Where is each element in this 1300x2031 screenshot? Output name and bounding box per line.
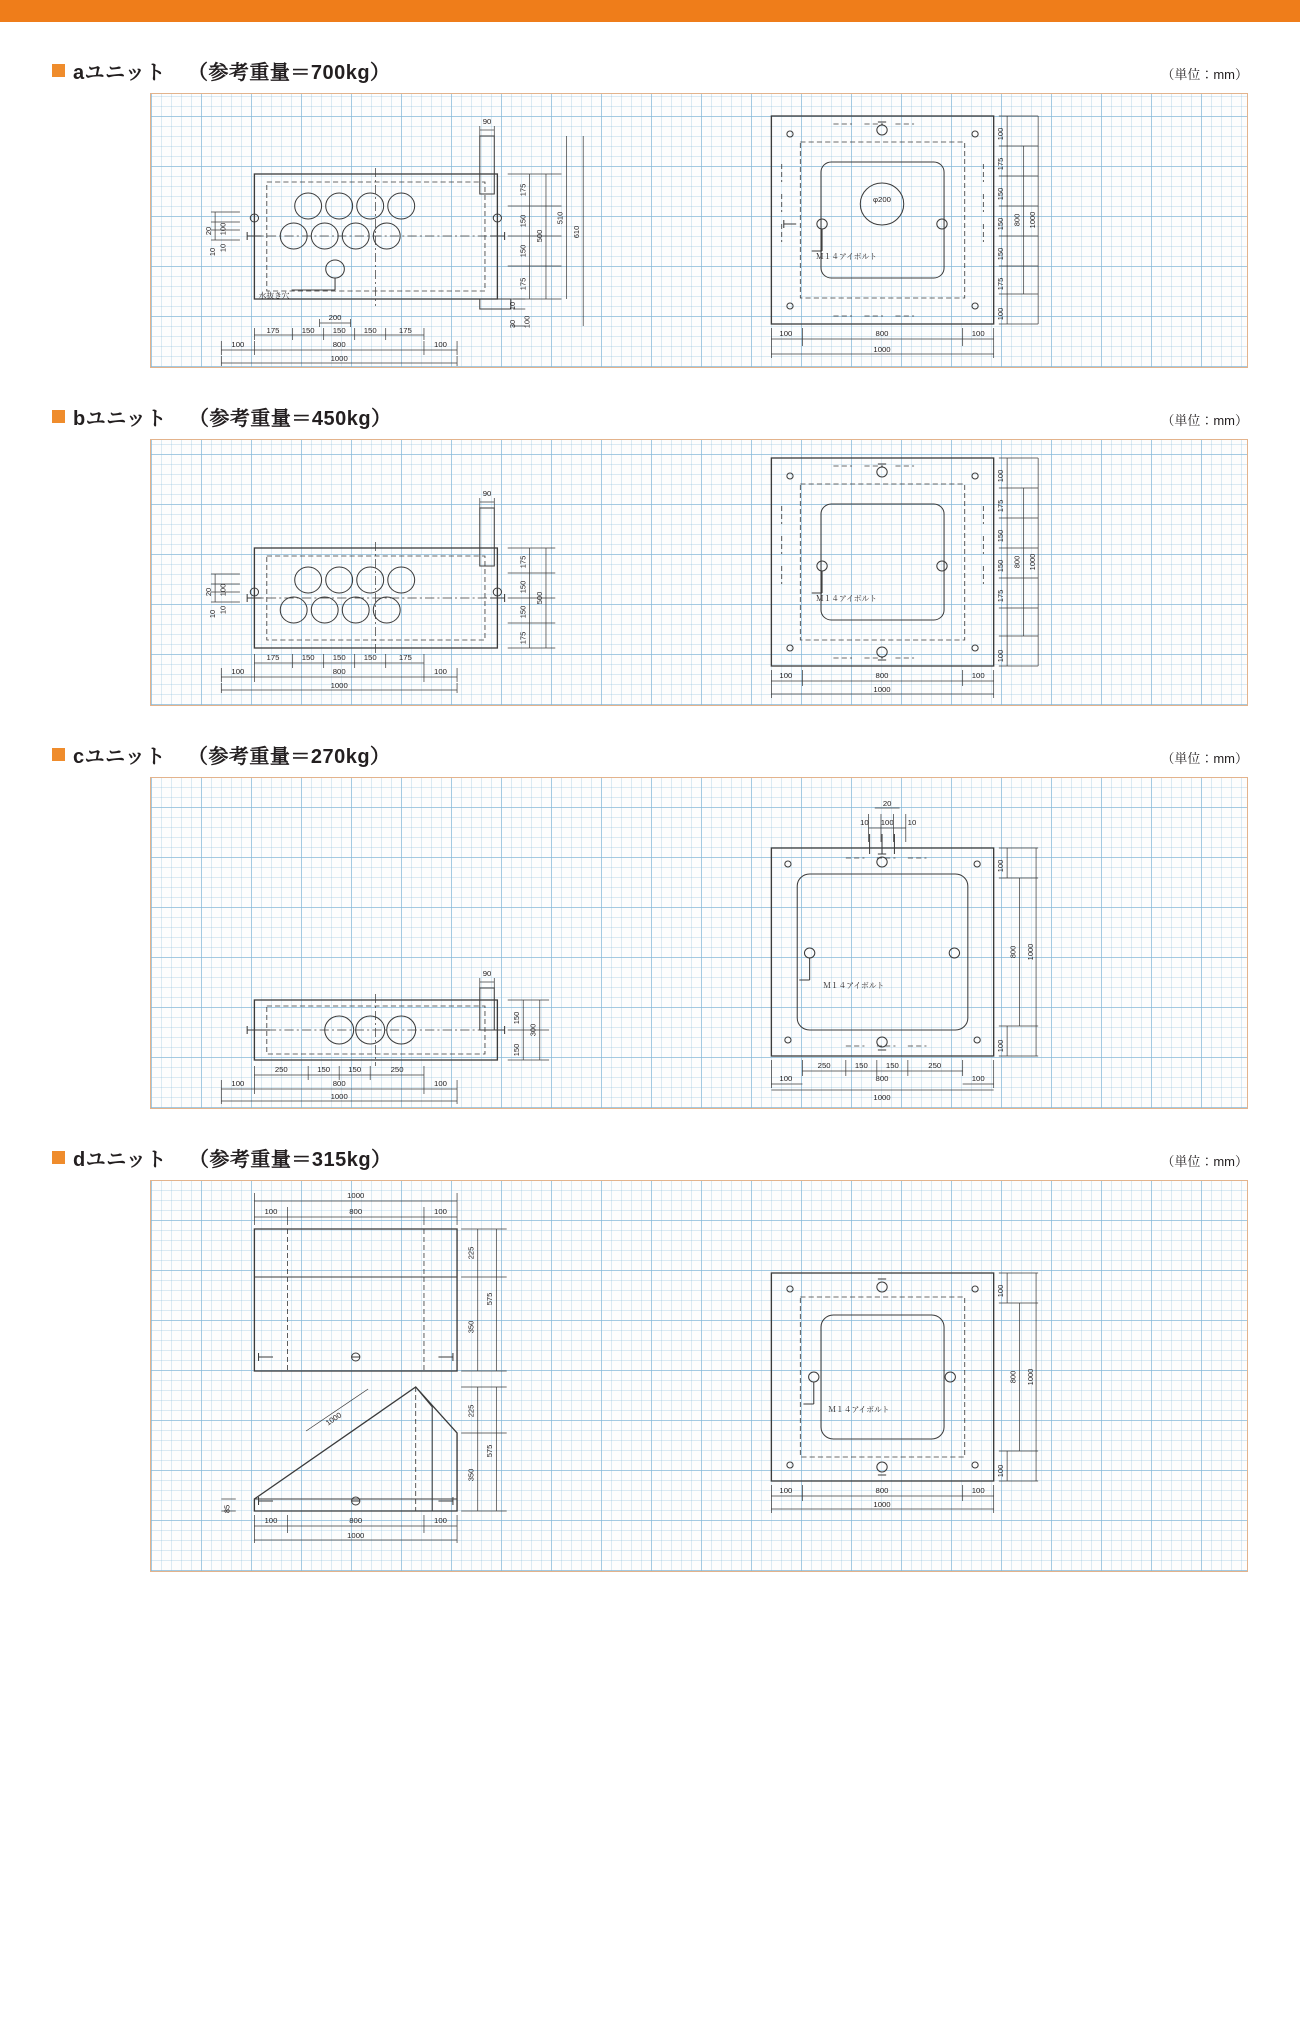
dim-150-b-1: 150 [518, 580, 528, 594]
unit-name-b: bユニット [73, 408, 167, 430]
dim-100-c-p2: 100 [995, 1039, 1006, 1053]
dim-175-b-2: 175 [518, 631, 528, 645]
dim-100-d-pb1: 100 [779, 1486, 793, 1495]
dim-150-c-p2: 150 [885, 1061, 899, 1070]
dim-1000-b: 1000 [330, 681, 348, 690]
dim-200-a: 200 [328, 313, 342, 322]
unit-header-a [40, 56, 1260, 85]
dim-100-c-pb1: 100 [779, 1074, 793, 1083]
unit-block-a [40, 56, 1260, 368]
drawing-a [150, 93, 1248, 368]
dim-575-d-2: 575 [485, 1444, 495, 1458]
dim-800-a-p: 800 [1012, 213, 1022, 227]
dim-800-d-p: 800 [1008, 1370, 1018, 1384]
dim-150-a-1: 150 [518, 214, 528, 228]
dim-100-b-p1: 100 [995, 469, 1006, 483]
dim-100-d-pb2: 100 [971, 1486, 985, 1495]
dim-250-c-p1: 250 [817, 1061, 831, 1070]
dim-100-b-left: 100 [231, 667, 245, 676]
dim-100-c-right: 100 [434, 1079, 447, 1088]
label-hole-dia-a: φ200 [873, 195, 891, 204]
dim-225-d-1: 225 [466, 1246, 476, 1260]
unit-weight-a: （参考重量＝700kg） [187, 62, 391, 84]
unit-title-a [52, 56, 391, 85]
drawing-d [150, 1180, 1248, 1572]
dim-150-a-5: 150 [363, 326, 377, 335]
dim-100-a-left: 100 [231, 340, 245, 349]
dim-250-c-2: 250 [390, 1065, 404, 1074]
unit-block-c [40, 740, 1260, 1109]
dim-150-b-p1: 150 [995, 529, 1006, 543]
dim-1000-d-pb: 1000 [873, 1500, 891, 1509]
dim-100-c-p1: 100 [995, 859, 1006, 873]
drawing-c-svg [151, 778, 1247, 1108]
dim-10-b-1: 10 [218, 605, 228, 615]
dim-150-a-3: 150 [301, 326, 315, 335]
dim-100-b: 100 [218, 583, 228, 597]
label-eyebolt-b: Ｍ１４アイボルト [815, 594, 878, 603]
drawing-b-svg [151, 440, 1247, 705]
dim-100-b-pb2: 100 [971, 671, 985, 680]
dim-800-a: 800 [332, 340, 346, 349]
dim-175-b-p1: 175 [995, 499, 1006, 513]
dim-100-d-p1: 100 [995, 1284, 1006, 1298]
dim-800-c: 800 [332, 1079, 346, 1088]
dim-1000-d-t: 1000 [347, 1191, 365, 1200]
dim-10-c-1: 10 [860, 818, 869, 827]
dim-150-c-p1: 150 [854, 1061, 868, 1070]
unit-note-a: （単位：mm） [1161, 67, 1248, 82]
unit-weight-b: （参考重量＝450kg） [188, 408, 392, 430]
dim-1000-a-p: 1000 [1027, 211, 1038, 229]
dim-90-b: 90 [482, 489, 492, 498]
dim-300-c: 300 [528, 1023, 538, 1037]
dim-175-b-3: 175 [266, 653, 280, 662]
unit-header-d [40, 1143, 1260, 1172]
dim-800-c-pb: 800 [875, 1074, 889, 1083]
dim-100-a-right: 100 [434, 340, 447, 349]
dim-90-a: 90 [482, 117, 492, 126]
dim-20-a: 20 [203, 226, 214, 236]
dim-800-b: 800 [332, 667, 346, 676]
dim-175-b-4: 175 [398, 653, 412, 662]
dim-100-b-p2: 100 [995, 649, 1006, 663]
dim-100-d-p2: 100 [995, 1464, 1006, 1478]
dim-20-b: 20 [203, 587, 214, 597]
dim-510-a: 510 [555, 211, 565, 225]
dim-150-a-p1: 150 [995, 187, 1006, 201]
dim-1000-c-p: 1000 [1025, 943, 1036, 961]
unit-title-d [52, 1143, 392, 1172]
dim-100-d-b1: 100 [264, 1516, 278, 1525]
dim-150-b-5: 150 [363, 653, 377, 662]
dim-100-a-pb2: 100 [971, 329, 985, 338]
dim-150-b-4: 150 [332, 653, 346, 662]
unit-weight-d: （参考重量＝315kg） [188, 1149, 392, 1171]
drawing-d-svg [151, 1181, 1247, 1571]
dim-150-a-p3: 150 [995, 247, 1006, 261]
unit-header-b [40, 402, 1260, 431]
dim-1000-b-pb: 1000 [873, 685, 891, 694]
page-content [0, 56, 1300, 1612]
dim-175-a-p2: 175 [995, 277, 1006, 291]
dim-85-d: 85 [222, 1504, 232, 1514]
dim-100-a: 100 [218, 222, 228, 236]
dim-10-c-2: 10 [907, 818, 917, 827]
dim-30-a: 30 [507, 319, 517, 329]
dim-10-b-2: 10 [207, 609, 218, 619]
dim-150-a-p2: 150 [995, 217, 1006, 231]
dim-100-a-2: 100 [522, 315, 532, 329]
unit-note-b: （単位：mm） [1161, 413, 1248, 428]
label-eyebolt-c: Ｍ１４アイボルト [823, 981, 885, 990]
drawing-a-svg [151, 94, 1247, 367]
dim-10-a-1: 10 [218, 243, 228, 253]
dim-350-d-2: 350 [466, 1468, 476, 1482]
dim-100-c-p: 100 [880, 818, 894, 827]
dim-800-a-pb: 800 [875, 329, 889, 338]
dim-800-d-pb: 800 [875, 1486, 889, 1495]
dim-175-a-2: 175 [518, 277, 528, 291]
dim-150-b-2: 150 [518, 605, 528, 619]
dim-800-b-p: 800 [1012, 555, 1022, 569]
dim-1000-a-pb: 1000 [873, 345, 891, 354]
dim-slope-1000-d: 1000 [323, 1410, 344, 1428]
dim-575-d-1: 575 [485, 1292, 495, 1306]
dim-10-a-2: 10 [207, 247, 218, 257]
dim-10-a-3: 10 [507, 301, 517, 311]
dim-1000-c: 1000 [330, 1092, 348, 1101]
dim-100-b-right: 100 [434, 667, 447, 676]
unit-block-d [40, 1143, 1260, 1572]
bullet-square-icon [52, 64, 65, 77]
dim-1000-d-p: 1000 [1025, 1368, 1036, 1386]
dim-150-c-3: 150 [317, 1065, 331, 1074]
bullet-square-icon [52, 410, 65, 423]
dim-175-a-1: 175 [518, 183, 528, 197]
dim-100-a-p1: 100 [995, 127, 1006, 141]
top-accent-bar [0, 0, 1300, 22]
dim-100-d-t1: 100 [264, 1207, 278, 1216]
unit-title-c [52, 740, 391, 769]
unit-header-c [40, 740, 1260, 769]
bullet-square-icon [52, 1151, 65, 1164]
dim-175-b-1: 175 [518, 555, 528, 569]
unit-note-d: （単位：mm） [1161, 1154, 1248, 1169]
dim-350-d-1: 350 [466, 1320, 476, 1334]
bullet-square-icon [52, 748, 65, 761]
label-eyebolt-d: Ｍ１４アイボルト [828, 1405, 890, 1414]
dim-175-a-4: 175 [398, 326, 412, 335]
dim-800-b-pb: 800 [875, 671, 889, 680]
dim-1000-a: 1000 [330, 354, 348, 363]
dim-250-c-1: 250 [274, 1065, 288, 1074]
dim-175-a-3: 175 [266, 326, 280, 335]
dim-100-a-p2: 100 [995, 307, 1006, 321]
unit-name-d: dユニット [73, 1149, 167, 1171]
dim-100-d-t2: 100 [434, 1207, 447, 1216]
dim-100-a-pb1: 100 [779, 329, 793, 338]
unit-name-a: aユニット [73, 62, 166, 84]
label-eyebolt-a: Ｍ１４アイボルト [815, 252, 878, 261]
dim-150-a-4: 150 [332, 326, 346, 335]
dim-610-a: 610 [571, 225, 582, 239]
dim-800-c-p: 800 [1008, 945, 1018, 959]
unit-note-c: （単位：mm） [1161, 751, 1248, 766]
unit-weight-c: （参考重量＝270kg） [187, 746, 391, 768]
unit-title-b [52, 402, 392, 431]
dim-100-c-left: 100 [231, 1079, 245, 1088]
dim-175-a-p1: 175 [995, 157, 1006, 171]
dim-150-c-2: 150 [511, 1043, 522, 1057]
dim-90-c: 90 [482, 969, 492, 978]
dim-500-b: 500 [534, 591, 544, 605]
dim-175-b-p2: 175 [995, 589, 1006, 603]
drawing-c [150, 777, 1248, 1109]
dim-150-c-1: 150 [511, 1011, 522, 1025]
dim-100-b-pb1: 100 [779, 671, 793, 680]
dim-800-d-b: 800 [349, 1516, 363, 1525]
dim-250-c-p2: 250 [928, 1061, 942, 1070]
dim-1000-b-p: 1000 [1027, 553, 1038, 571]
unit-block-b [40, 402, 1260, 706]
dim-150-b-p2: 150 [995, 559, 1006, 573]
unit-name-c: cユニット [73, 746, 166, 768]
dim-150-b-3: 150 [301, 653, 315, 662]
drawing-b [150, 439, 1248, 706]
dim-100-c-pb2: 100 [971, 1074, 985, 1083]
dim-20-c: 20 [882, 799, 892, 808]
dim-150-a-2: 150 [518, 244, 528, 258]
dim-500-a: 500 [534, 229, 544, 243]
dim-225-d-2: 225 [466, 1404, 476, 1418]
dim-1000-c-pb: 1000 [873, 1093, 891, 1102]
dim-800-d-t: 800 [349, 1207, 363, 1216]
label-drain-hole-a: 水抜き穴 [258, 291, 290, 300]
dim-1000-d-b: 1000 [347, 1531, 365, 1540]
dim-100-d-b2: 100 [434, 1516, 447, 1525]
dim-150-c-4: 150 [348, 1065, 362, 1074]
